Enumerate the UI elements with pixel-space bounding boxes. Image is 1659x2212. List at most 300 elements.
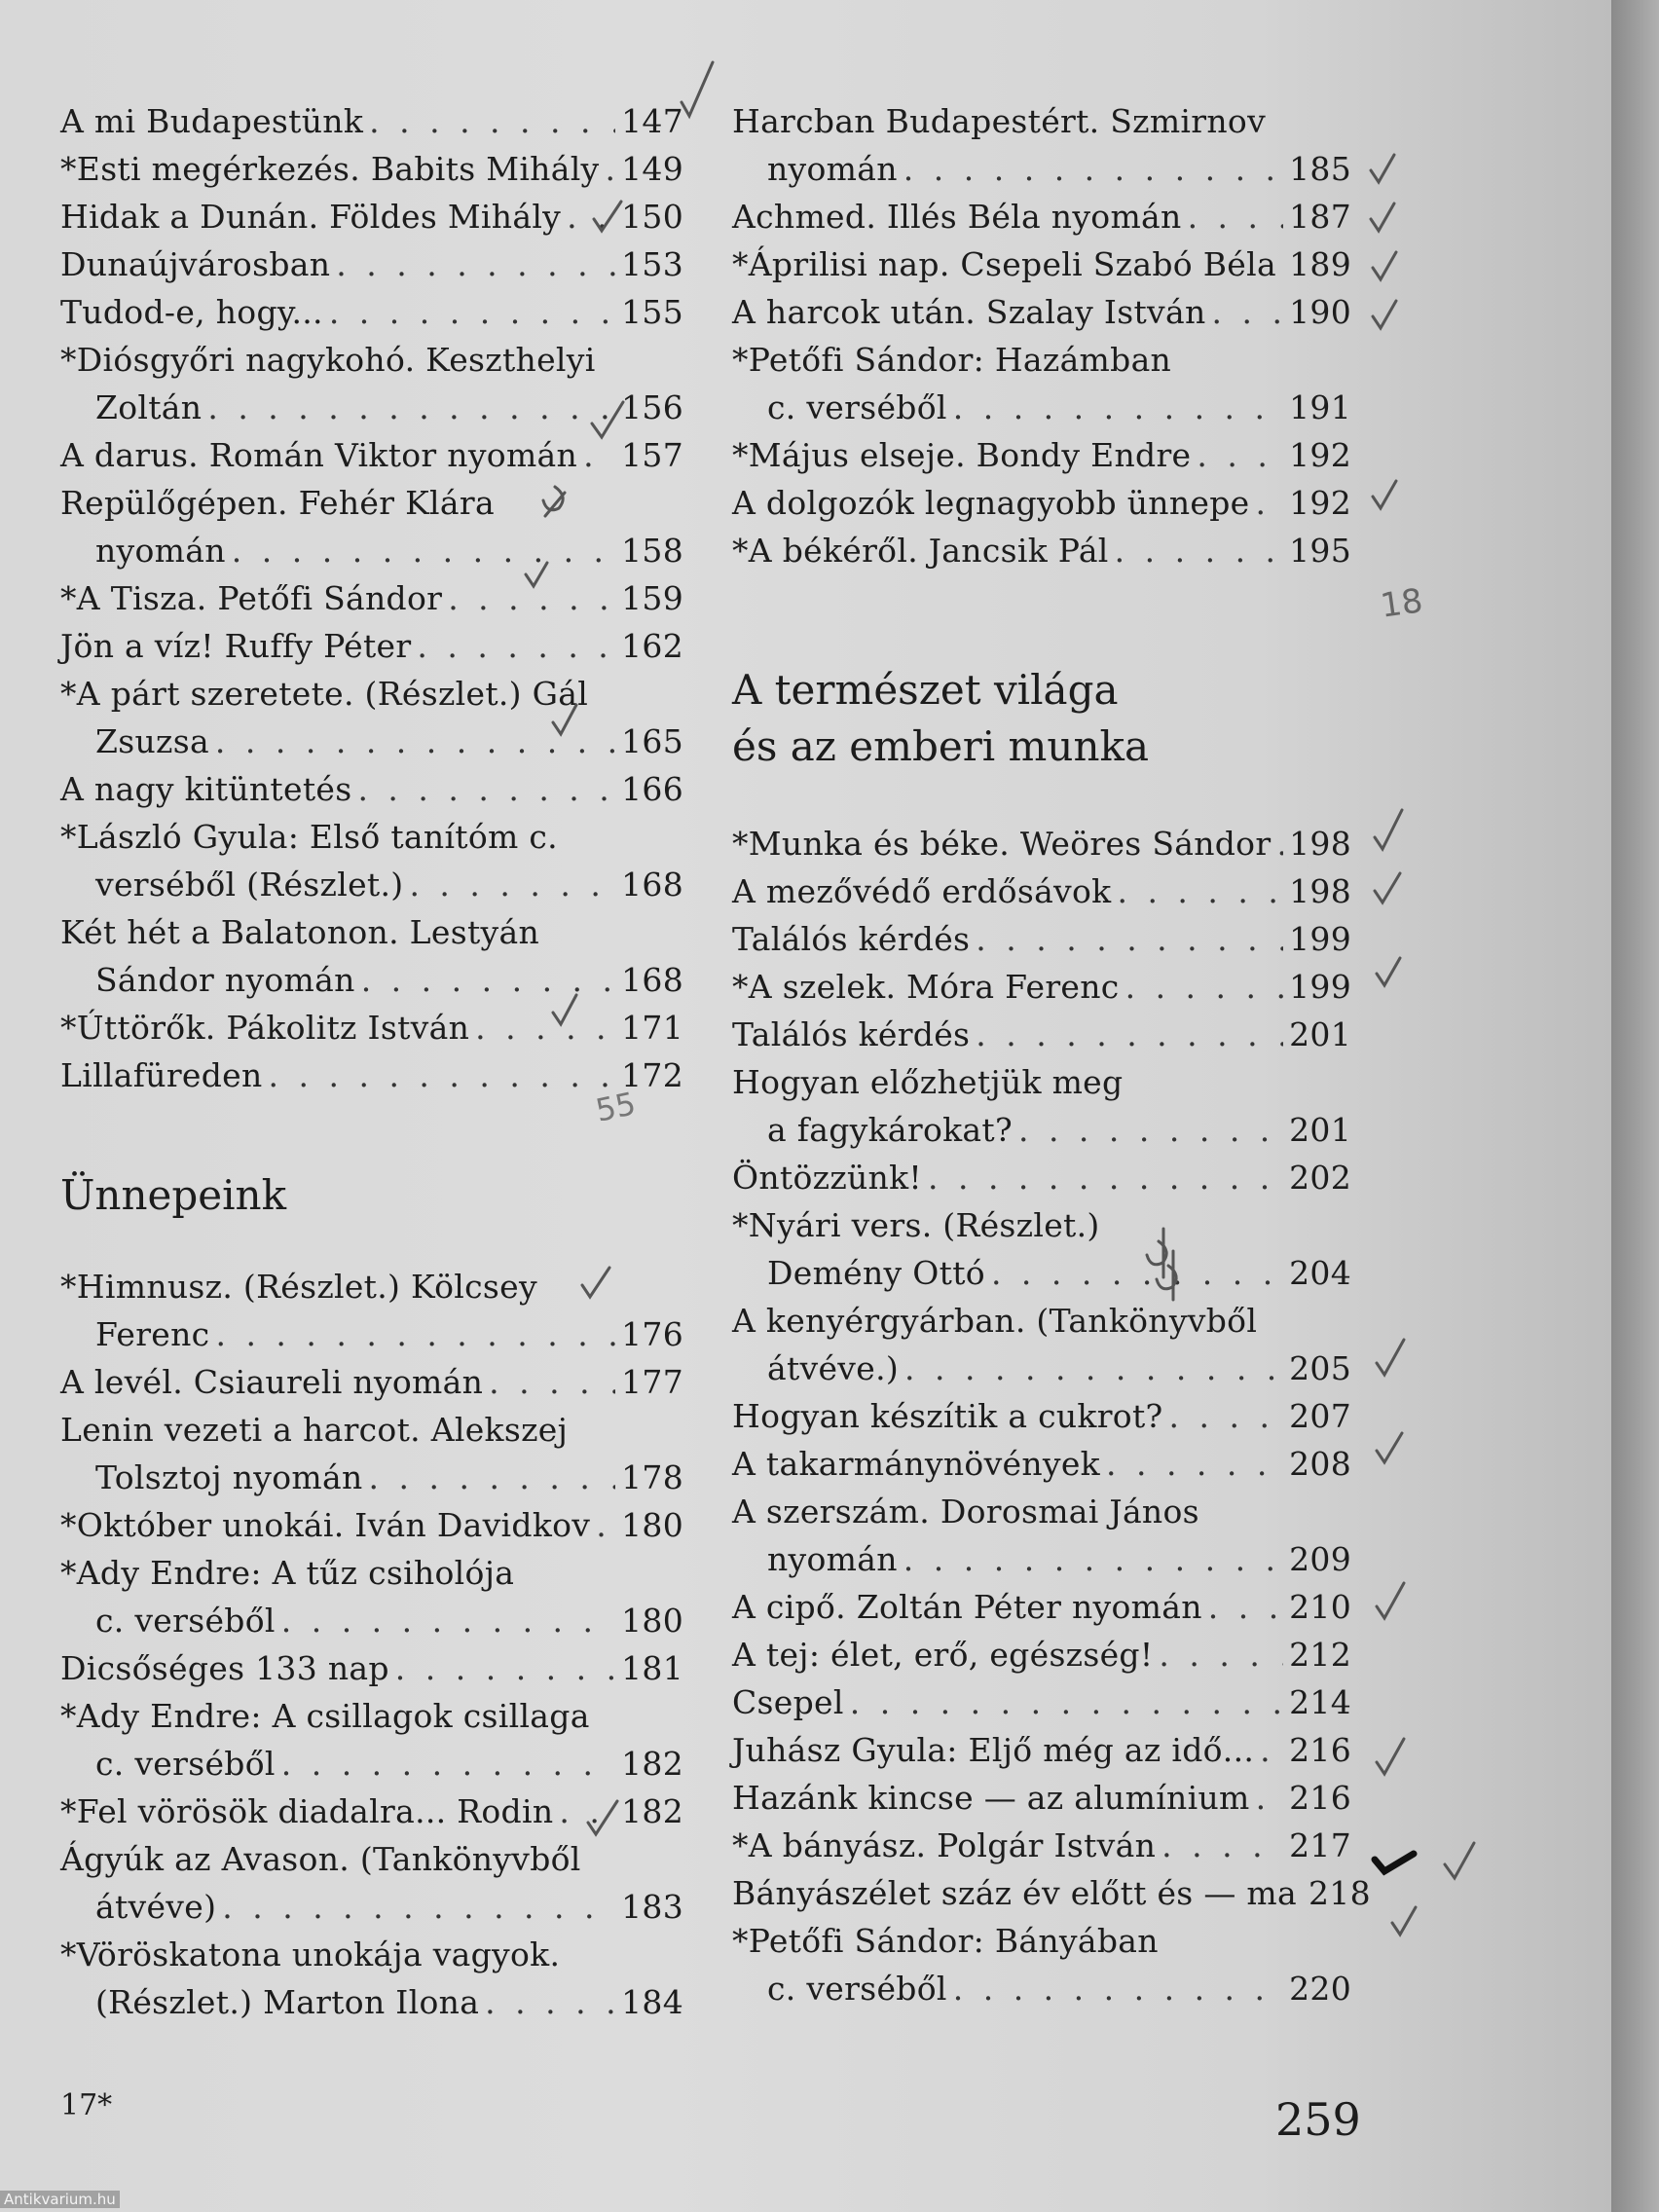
dot-leader bbox=[850, 1678, 1283, 1726]
toc-page-number: 177 bbox=[621, 1363, 683, 1401]
toc-title: A kenyérgyárban. (Tankönyvből bbox=[732, 1302, 1258, 1340]
toc-line bbox=[60, 1549, 683, 1597]
toc-page-number: 212 bbox=[1289, 1636, 1351, 1674]
toc-page-number: 217 bbox=[1289, 1826, 1351, 1864]
section-heading-line1: A természet világa bbox=[732, 666, 1119, 714]
toc-line bbox=[732, 1392, 1351, 1440]
toc-line bbox=[60, 670, 683, 718]
toc-line bbox=[732, 1917, 1351, 1965]
toc-title: Bányászélet száz év előtt és — ma bbox=[732, 1874, 1297, 1912]
toc-line bbox=[732, 1822, 1351, 1869]
toc-line bbox=[60, 1931, 683, 1978]
toc-entry bbox=[60, 622, 683, 670]
toc-line bbox=[732, 1249, 1351, 1297]
dot-leader bbox=[475, 1004, 615, 1051]
toc-line bbox=[60, 1406, 683, 1454]
toc-title: Tolsztoj nyomán bbox=[95, 1458, 363, 1496]
dot-leader bbox=[1018, 1106, 1283, 1154]
toc-entry bbox=[60, 1501, 683, 1549]
toc-title: Találós kérdés bbox=[732, 1015, 971, 1053]
toc-left-bottom-list bbox=[60, 1263, 683, 2026]
signature-mark: 17* bbox=[60, 2088, 113, 2122]
toc-line bbox=[732, 1774, 1351, 1822]
toc-line bbox=[60, 145, 683, 193]
toc-entry bbox=[60, 193, 683, 240]
toc-title: *Áprilisi nap. Csepeli Szabó Béla bbox=[732, 245, 1276, 283]
toc-line bbox=[732, 1154, 1351, 1201]
toc-title: Lenin vezeti a harcot. Alekszej bbox=[60, 1411, 569, 1449]
toc-title: Dunaújvárosban bbox=[60, 245, 331, 283]
toc-title: *Nyári vers. (Részlet.) bbox=[732, 1206, 1100, 1244]
toc-line bbox=[732, 1106, 1351, 1154]
tally-note-18: 18 bbox=[1378, 581, 1425, 626]
dot-leader bbox=[1159, 1631, 1283, 1678]
toc-entry bbox=[60, 1406, 683, 1501]
toc-title: (Részlet.) Marton Ilona bbox=[95, 1983, 480, 2021]
section-heading-termeszet bbox=[732, 662, 1351, 775]
toc-line bbox=[60, 1883, 683, 1931]
toc-entry bbox=[60, 574, 683, 622]
toc-line bbox=[60, 813, 683, 861]
toc-title: Hogyan készítik a cukrot? bbox=[732, 1397, 1163, 1435]
toc-title: *Petőfi Sándor: Hazámban bbox=[732, 341, 1172, 379]
dot-leader bbox=[215, 1310, 615, 1358]
toc-title: *A békéről. Jancsik Pál bbox=[732, 532, 1109, 570]
dot-leader bbox=[1255, 479, 1283, 527]
toc-line bbox=[60, 574, 683, 622]
toc-entry bbox=[60, 1692, 683, 1788]
toc-page-number: 184 bbox=[621, 1983, 683, 2021]
toc-title: *Himnusz. (Részlet.) Kölcsey bbox=[60, 1268, 537, 1306]
dot-leader bbox=[395, 1644, 615, 1692]
toc-line bbox=[732, 527, 1351, 574]
toc-line bbox=[60, 336, 683, 384]
toc-line bbox=[732, 820, 1351, 867]
toc-title: nyomán bbox=[767, 150, 898, 188]
toc-entry bbox=[60, 765, 683, 813]
toc-title: *Esti megérkezés. Babits Mihály bbox=[60, 150, 600, 188]
toc-line bbox=[60, 1310, 683, 1358]
toc-title: Demény Ottó bbox=[767, 1254, 985, 1292]
toc-line bbox=[732, 915, 1351, 963]
toc-line bbox=[732, 1297, 1351, 1345]
toc-title: Ágyúk az Avason. (Tankönyvből bbox=[60, 1840, 581, 1878]
check-mark-icon bbox=[1392, 1907, 1416, 1935]
toc-page-number: 150 bbox=[621, 198, 683, 236]
toc-title: Csepel bbox=[732, 1683, 844, 1721]
dot-leader bbox=[1260, 1726, 1283, 1774]
toc-entry bbox=[60, 670, 683, 765]
toc-title: c. verséből bbox=[95, 1602, 276, 1640]
toc-title: Hidak a Dunán. Földes Mihály bbox=[60, 198, 562, 236]
dot-leader bbox=[1212, 288, 1284, 336]
toc-entry bbox=[732, 1822, 1351, 1869]
toc-line bbox=[60, 527, 683, 574]
check-mark-icon bbox=[1373, 252, 1396, 279]
toc-page-number: 187 bbox=[1289, 198, 1351, 236]
toc-entry bbox=[60, 145, 683, 193]
dot-leader bbox=[953, 384, 1283, 431]
toc-title: Zoltán bbox=[95, 388, 203, 426]
toc-page-number: 190 bbox=[1289, 293, 1351, 331]
toc-line bbox=[60, 1051, 683, 1099]
toc-line bbox=[60, 240, 683, 288]
toc-title: Öntözzünk! bbox=[732, 1159, 922, 1197]
toc-entry bbox=[732, 1583, 1351, 1631]
toc-entry bbox=[732, 1678, 1351, 1726]
dot-leader bbox=[269, 1051, 616, 1099]
toc-right-column bbox=[732, 97, 1371, 2012]
toc-page-number: 202 bbox=[1289, 1159, 1351, 1197]
toc-page-number: 166 bbox=[621, 770, 683, 808]
toc-line bbox=[60, 1644, 683, 1692]
toc-page-number: 180 bbox=[621, 1506, 683, 1544]
check-mark-icon bbox=[682, 62, 713, 116]
toc-page-number: 162 bbox=[621, 627, 683, 665]
toc-entry bbox=[732, 1392, 1351, 1440]
check-mark-icon bbox=[1377, 1739, 1404, 1774]
toc-line bbox=[732, 479, 1351, 527]
toc-page-number: 192 bbox=[1289, 436, 1351, 474]
toc-line bbox=[732, 1583, 1351, 1631]
check-mark-icon bbox=[1373, 481, 1396, 508]
toc-page-number: 168 bbox=[621, 961, 683, 999]
toc-page-number: 199 bbox=[1289, 920, 1351, 958]
toc-entry bbox=[732, 1011, 1351, 1058]
dot-leader bbox=[361, 956, 615, 1004]
toc-entry bbox=[60, 1788, 683, 1835]
toc-entry bbox=[732, 1058, 1351, 1154]
section-heading-unnepeink: Ünnepeink bbox=[60, 1171, 287, 1219]
toc-title: *Május elseje. Bondy Endre bbox=[732, 436, 1192, 474]
toc-title: *László Gyula: Első tanítóm c. bbox=[60, 818, 558, 856]
dot-leader bbox=[336, 240, 615, 288]
check-mark-icon bbox=[1377, 1340, 1404, 1375]
toc-page-number: 180 bbox=[621, 1602, 683, 1640]
toc-line bbox=[60, 718, 683, 765]
toc-line bbox=[732, 336, 1351, 384]
dot-leader bbox=[1169, 1392, 1284, 1440]
toc-line bbox=[732, 193, 1351, 240]
toc-line bbox=[60, 1978, 683, 2026]
toc-title: c. verséből bbox=[767, 1970, 947, 2008]
toc-entry bbox=[60, 1263, 683, 1358]
toc-line bbox=[60, 97, 683, 145]
toc-entry bbox=[60, 288, 683, 336]
toc-page-number: 155 bbox=[621, 293, 683, 331]
toc-page-number: 209 bbox=[1289, 1540, 1351, 1578]
toc-line bbox=[732, 867, 1351, 915]
toc-line bbox=[732, 1869, 1371, 1917]
toc-line bbox=[60, 1740, 683, 1788]
toc-line bbox=[60, 479, 683, 527]
toc-title: A harcok után. Szalay István bbox=[732, 293, 1206, 331]
toc-title: Sándor nyomán bbox=[95, 961, 355, 999]
check-mark-icon bbox=[1445, 1843, 1474, 1878]
toc-line bbox=[60, 384, 683, 431]
toc-title: *Ady Endre: A csillagok csillaga bbox=[60, 1697, 590, 1735]
toc-title: c. verséből bbox=[95, 1745, 276, 1783]
toc-title: nyomán bbox=[95, 532, 226, 570]
dot-leader bbox=[1161, 1822, 1283, 1869]
toc-title: *Petőfi Sándor: Bányában bbox=[732, 1922, 1159, 1960]
toc-line bbox=[60, 1263, 683, 1310]
toc-page-number: 171 bbox=[621, 1009, 683, 1047]
toc-title: Találós kérdés bbox=[732, 920, 971, 958]
toc-entry bbox=[732, 1154, 1351, 1201]
toc-entry bbox=[732, 479, 1351, 527]
toc-line bbox=[732, 1058, 1351, 1106]
toc-page-number: 159 bbox=[621, 579, 683, 617]
dot-leader bbox=[329, 288, 615, 336]
toc-title: Jön a víz! Ruffy Péter bbox=[60, 627, 412, 665]
toc-title: *Ady Endre: A tűz csiholója bbox=[60, 1554, 515, 1592]
toc-entry bbox=[60, 1931, 683, 2026]
toc-page-number: 198 bbox=[1289, 825, 1351, 863]
toc-title: Ferenc bbox=[95, 1315, 210, 1353]
toc-entry bbox=[60, 240, 683, 288]
toc-page-number: 216 bbox=[1289, 1731, 1351, 1769]
toc-entry bbox=[732, 431, 1351, 479]
toc-title: Két hét a Balatonon. Lestyán bbox=[60, 913, 539, 951]
check-mark-icon bbox=[1377, 1433, 1402, 1462]
toc-line bbox=[732, 97, 1351, 145]
toc-title: *A szelek. Móra Ferenc bbox=[732, 968, 1120, 1006]
dot-leader bbox=[1117, 867, 1283, 915]
check-mark-icon bbox=[1377, 1583, 1404, 1618]
toc-entry bbox=[732, 915, 1351, 963]
toc-line bbox=[60, 1454, 683, 1501]
toc-title: A darus. Román Viktor nyomán bbox=[60, 436, 578, 474]
toc-title: Dicsőséges 133 nap bbox=[60, 1649, 389, 1687]
toc-line bbox=[732, 1011, 1351, 1058]
check-mark-icon bbox=[1371, 155, 1394, 182]
dot-leader bbox=[976, 1011, 1283, 1058]
toc-page-number: 214 bbox=[1289, 1683, 1351, 1721]
toc-entry bbox=[732, 1726, 1351, 1774]
toc-line bbox=[60, 1597, 683, 1644]
toc-page-number: 208 bbox=[1289, 1445, 1351, 1483]
dot-leader bbox=[606, 145, 616, 193]
dot-leader bbox=[1115, 527, 1283, 574]
toc-title: A takarmánynövények bbox=[732, 1445, 1100, 1483]
toc-line bbox=[732, 963, 1351, 1011]
dot-leader bbox=[369, 1454, 616, 1501]
dot-leader bbox=[207, 384, 615, 431]
toc-entry bbox=[60, 1051, 683, 1099]
dot-leader bbox=[357, 765, 615, 813]
toc-page-number: 153 bbox=[621, 245, 683, 283]
dot-leader bbox=[596, 1501, 615, 1549]
toc-line bbox=[732, 1965, 1351, 2012]
toc-page-number: 149 bbox=[621, 150, 683, 188]
dot-leader bbox=[991, 1249, 1283, 1297]
toc-entry bbox=[732, 1440, 1351, 1488]
dot-leader bbox=[232, 527, 615, 574]
toc-line bbox=[60, 288, 683, 336]
toc-title: Tudod-e, hogy... bbox=[60, 293, 323, 331]
toc-title: A tej: élet, erő, egészség! bbox=[732, 1636, 1154, 1674]
toc-title: Achmed. Illés Béla nyomán bbox=[732, 198, 1182, 236]
toc-title: A nagy kitüntetés bbox=[60, 770, 352, 808]
dot-leader bbox=[1125, 963, 1284, 1011]
toc-right-bottom-list bbox=[732, 820, 1371, 2012]
toc-entry bbox=[732, 1917, 1351, 2012]
dot-leader bbox=[448, 574, 615, 622]
toc-title: A mezővédő erdősávok bbox=[732, 872, 1112, 910]
dot-leader bbox=[222, 1883, 615, 1931]
toc-line bbox=[60, 622, 683, 670]
page-edge-shadow bbox=[1611, 0, 1659, 2212]
toc-page-number: 207 bbox=[1289, 1397, 1351, 1435]
toc-line bbox=[732, 1440, 1351, 1488]
dot-leader bbox=[559, 1788, 615, 1835]
toc-page-number: 205 bbox=[1289, 1349, 1351, 1387]
toc-title: *Október unokái. Iván Davidkov bbox=[60, 1506, 591, 1544]
toc-page-number: 198 bbox=[1289, 872, 1351, 910]
toc-page-number: 201 bbox=[1289, 1015, 1351, 1053]
dot-leader bbox=[409, 861, 615, 908]
dot-leader bbox=[1256, 1774, 1283, 1822]
toc-title: verséből (Részlet.) bbox=[95, 866, 404, 903]
dot-leader bbox=[567, 193, 615, 240]
dot-leader bbox=[417, 622, 615, 670]
toc-entry bbox=[732, 288, 1351, 336]
toc-page-number: 182 bbox=[621, 1745, 683, 1783]
page-number: 259 bbox=[1275, 2093, 1361, 2146]
toc-entry bbox=[732, 1201, 1351, 1297]
toc-line bbox=[732, 1345, 1351, 1392]
toc-entry bbox=[732, 1297, 1351, 1392]
toc-title: Juhász Gyula: Eljő még az idő... bbox=[732, 1731, 1255, 1769]
toc-page-number: 165 bbox=[621, 722, 683, 760]
toc-line bbox=[732, 1488, 1351, 1535]
toc-entry bbox=[732, 963, 1351, 1011]
toc-line bbox=[732, 288, 1351, 336]
toc-entry bbox=[732, 1488, 1351, 1583]
toc-line bbox=[60, 1501, 683, 1549]
toc-page-number: 218 bbox=[1309, 1874, 1371, 1912]
toc-title: Zsuzsa bbox=[95, 722, 209, 760]
dot-leader bbox=[1282, 240, 1283, 288]
toc-entry bbox=[732, 193, 1351, 240]
toc-page-number: 220 bbox=[1289, 1970, 1351, 2008]
toc-page-number: 189 bbox=[1289, 245, 1351, 283]
dot-leader bbox=[1208, 1583, 1283, 1631]
toc-line bbox=[60, 1788, 683, 1835]
toc-line bbox=[60, 1692, 683, 1740]
toc-entry bbox=[60, 431, 683, 479]
toc-title: A levél. Csiaureli nyomán bbox=[60, 1363, 484, 1401]
toc-page-number: 210 bbox=[1289, 1588, 1351, 1626]
toc-title: *A párt szeretete. (Részlet.) Gál bbox=[60, 675, 589, 713]
dot-leader bbox=[1188, 193, 1284, 240]
toc-title: Hogyan előzhetjük meg bbox=[732, 1063, 1124, 1101]
toc-entry bbox=[60, 479, 683, 574]
tally-note-55: 55 bbox=[592, 1085, 640, 1129]
toc-page-number: 168 bbox=[621, 866, 683, 903]
toc-page-number: 157 bbox=[621, 436, 683, 474]
toc-title: a fagykárokat? bbox=[767, 1111, 1013, 1149]
toc-title: Lillafüreden bbox=[60, 1056, 263, 1094]
watermark: Antikvarium.hu bbox=[0, 2191, 120, 2208]
toc-page-number: 199 bbox=[1289, 968, 1351, 1006]
toc-entry bbox=[60, 1358, 683, 1406]
dot-leader bbox=[489, 1358, 615, 1406]
toc-line bbox=[60, 765, 683, 813]
toc-line bbox=[60, 956, 683, 1004]
toc-title: A szerszám. Dorosmai János bbox=[732, 1493, 1199, 1530]
toc-title: A dolgozók legnagyobb ünnepe bbox=[732, 484, 1250, 522]
toc-line bbox=[60, 1835, 683, 1883]
toc-page-number: 183 bbox=[621, 1888, 683, 1926]
dot-leader bbox=[281, 1597, 615, 1644]
dot-leader bbox=[953, 1965, 1283, 2012]
toc-line bbox=[60, 1004, 683, 1051]
section-heading-line2: és az emberi munka bbox=[732, 722, 1149, 770]
toc-title: A mi Budapestünk bbox=[60, 102, 364, 140]
toc-page-number: 201 bbox=[1289, 1111, 1351, 1149]
toc-entry bbox=[732, 1774, 1351, 1822]
dot-leader bbox=[903, 1535, 1283, 1583]
dot-leader bbox=[485, 1978, 615, 2026]
toc-title: *A bányász. Polgár István bbox=[732, 1826, 1157, 1864]
toc-page-number: 176 bbox=[621, 1315, 683, 1353]
dot-leader bbox=[281, 1740, 615, 1788]
bold-check-mark-icon bbox=[1375, 1854, 1414, 1871]
toc-entry bbox=[732, 820, 1351, 867]
toc-page-number: 185 bbox=[1289, 150, 1351, 188]
check-mark-icon bbox=[1377, 958, 1400, 985]
toc-title: átvéve.) bbox=[767, 1349, 900, 1387]
check-mark-icon bbox=[1375, 810, 1402, 849]
toc-entry bbox=[60, 1644, 683, 1692]
toc-entry bbox=[732, 240, 1351, 288]
toc-entry bbox=[60, 336, 683, 431]
toc-title: *A Tisza. Petőfi Sándor bbox=[60, 579, 443, 617]
dot-leader bbox=[976, 915, 1283, 963]
toc-entry bbox=[732, 1869, 1371, 1917]
dot-leader bbox=[928, 1154, 1283, 1201]
toc-entry bbox=[732, 867, 1351, 915]
toc-page-number: 147 bbox=[621, 102, 683, 140]
toc-title: *Munka és béke. Weöres Sándor bbox=[732, 825, 1272, 863]
toc-entry bbox=[60, 97, 683, 145]
toc-entry bbox=[732, 97, 1351, 193]
toc-page-number: 172 bbox=[621, 1056, 683, 1094]
toc-line bbox=[732, 431, 1351, 479]
toc-line bbox=[732, 1631, 1351, 1678]
dot-leader bbox=[904, 1345, 1283, 1392]
dot-leader bbox=[903, 145, 1283, 193]
check-mark-icon bbox=[1375, 873, 1400, 903]
toc-left-column bbox=[60, 97, 683, 2026]
toc-line bbox=[732, 384, 1351, 431]
toc-line bbox=[60, 1358, 683, 1406]
toc-page-number: 158 bbox=[621, 532, 683, 570]
toc-title: *Diósgyőri nagykohó. Keszthelyi bbox=[60, 341, 596, 379]
toc-entry bbox=[60, 908, 683, 1004]
check-mark-icon bbox=[1373, 301, 1396, 328]
toc-page-number: 156 bbox=[621, 388, 683, 426]
toc-line bbox=[732, 1201, 1351, 1249]
toc-left-top-list bbox=[60, 97, 683, 1099]
toc-line bbox=[60, 861, 683, 908]
toc-line bbox=[732, 1726, 1351, 1774]
dot-leader bbox=[1197, 431, 1283, 479]
toc-page-number: 191 bbox=[1289, 388, 1351, 426]
toc-right-top-list bbox=[732, 97, 1351, 574]
